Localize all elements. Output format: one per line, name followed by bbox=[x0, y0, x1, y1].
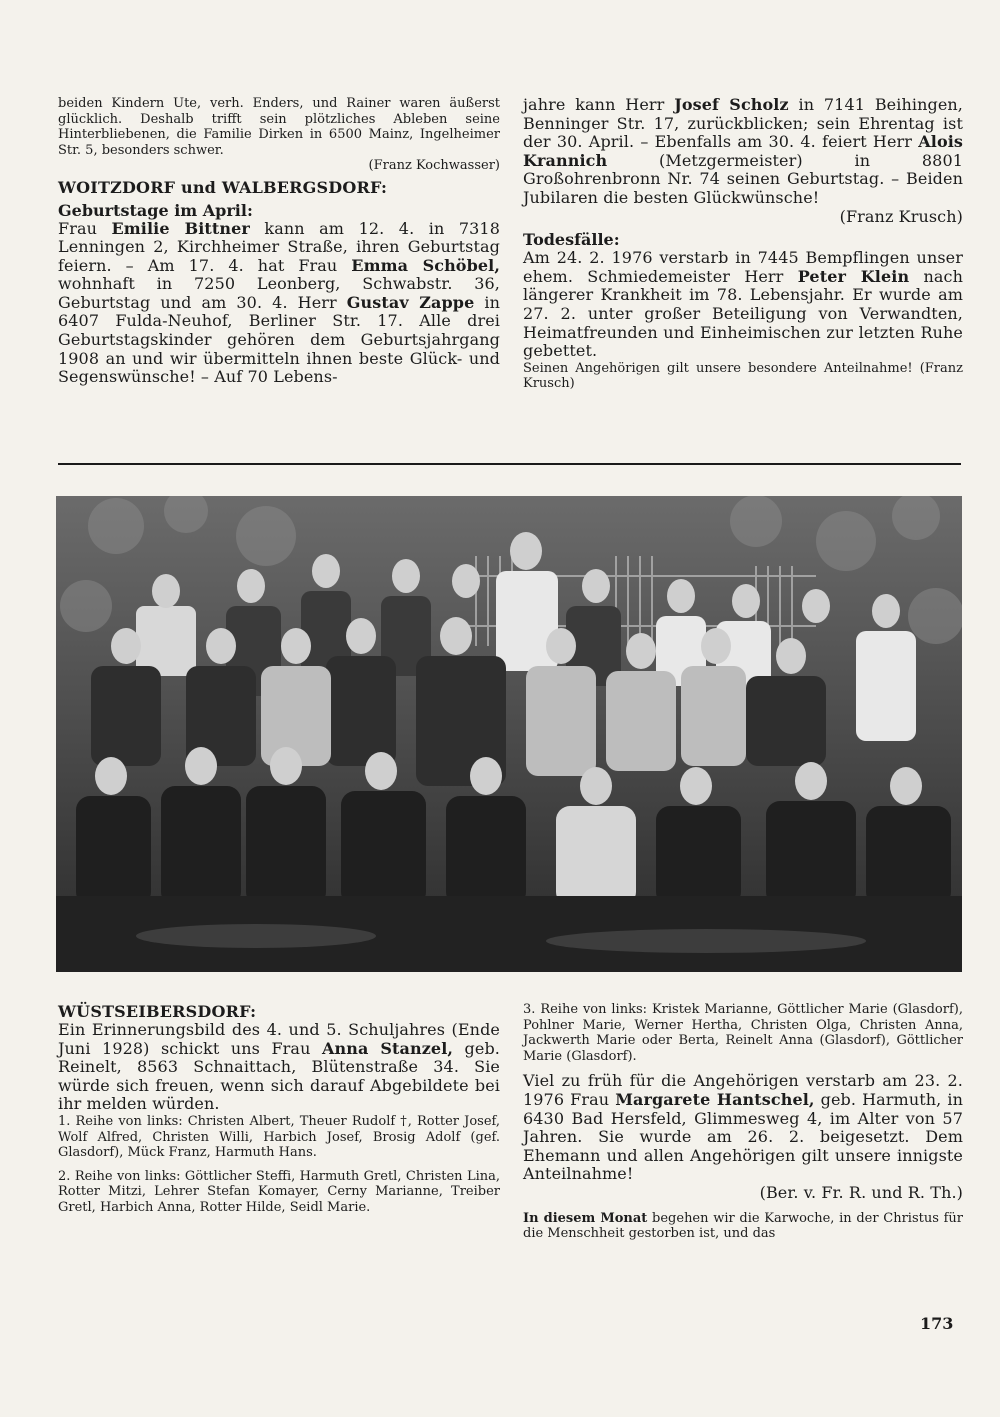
intro-paragraph: beiden Kindern Ute, verh. Enders, und Rainer waren äußerst glücklich. Deshalb trifft sein plötzliches Ableben seine Hinterbliebenen, die Familie Dirken in 6500 Mainz, Ingelheimer Str. 5, besonders schwer. bbox=[58, 96, 500, 158]
photo-intro-paragraph: Ein Erinnerungsbild des 4. und 5. Schuljahres (Ende Juni 1928) schickt uns Frau Anna Stanzel, geb. Reinelt, 8563 Schnaittach, Blütenstraße 34. Sie würde sich freuen, wenn sich darauf Abgebildete bei ihr melden würden. bbox=[58, 1020, 500, 1114]
page-number: 173 bbox=[920, 1314, 954, 1333]
caption-row-1: 1. Reihe von links: Christen Albert, Theuer Rudolf †, Rotter Josef, Wolf Alfred, Christen Willi, Harbich Josef, Brosig Adolf (gef. Glasdorf), Mück Franz, Harmuth Hans. bbox=[58, 1113, 500, 1161]
signature-krusch-1: (Franz Krusch) bbox=[839, 206, 963, 226]
school-class-photo bbox=[56, 496, 962, 972]
caption-row-2: 2. Reihe von links: Göttlicher Steffi, Harmuth Gretl, Christen Lina, Rotter Mitzi, Lehrer Stefan Komayer, Cerny Marianne, Treiber Gretl, Harbich Anna, Rotter Hilde, Seidl Marie. bbox=[58, 1168, 500, 1215]
subheading-birthdays: Geburtstage im April: bbox=[58, 200, 253, 220]
birthday-name-1: Emilie Bittner bbox=[111, 218, 250, 238]
intro-signature: (Franz Kochwasser) bbox=[368, 158, 500, 173]
birthday-name-3: Gustav Zappe bbox=[346, 292, 475, 312]
obituary-name: Margarete Hantschel, bbox=[615, 1089, 815, 1109]
closing-paragraph: In diesem Monat begehen wir die Karwoche, in der Christus für die Menschheit gestorben ist, und das bbox=[523, 1210, 964, 1242]
birthday-paragraph: Frau Emilie Bittner kann am 12. 4. in 7318 Lenningen 2, Kirchheimer Straße, ihren Geburtstag feiern. – Am 17. 4. hat Frau Emma Schöbel, wohnhaft in 7250 Leonberg, Schwabstr. 36, Geburtstag und am 30. 4. Herr Gustav Zappe in 6407 Fulda-Neuhof, Berliner Str. 17. Alle drei Geburtstagskinder gehören dem Geburtsjahrgang 1908 an und wir übermitteln ihnen beste Glück- und Segenswünsche! – Auf 70 Lebens- bbox=[58, 218, 500, 387]
column-top-right bbox=[523, 96, 963, 392]
birthday-continued-paragraph: jahre kann Herr Josef Scholz in 7141 Beihingen, Benninger Str. 17, zurückblicken; sein Ehrentag ist der 30. April. – Ebenfalls am 30. 4. feiert Herr Alois Krannich (Metzgermeister) in 8801 Großohrenbronn Nr. 74 seinen Geburtstag. – Beiden Jubilaren die besten Glückwünsche! bbox=[523, 95, 963, 207]
sender-name: Anna Stanzel, bbox=[321, 1038, 454, 1058]
caption-row-3: 3. Reihe von links: Kristek Marianne, Göttlicher Marie (Glasdorf), Pohlner Marie, Werner Hertha, Christen Olga, Christen Anna, Jackwerth Marie oder Berta, Reinelt Anna (Glasdorf), Göttlicher Marie (Glasdorf). bbox=[523, 1002, 963, 1064]
section-divider bbox=[58, 463, 961, 465]
column-top-left bbox=[58, 96, 500, 387]
birthday-name-2: Emma Schöbel, bbox=[351, 255, 500, 275]
deceased-name: Peter Klein bbox=[797, 266, 910, 286]
obituary-paragraph: Viel zu früh für die Angehörigen verstarb am 23. 2. 1976 Frau Margarete Hantschel, geb. Harmuth, in 6430 Bad Hersfeld, Glimmesweg 4, im Alter von 57 Jahren. Sie wurde am 26. 2. beigesetzt. Dem Ehemann und allen Angehörigen gilt unsere innigste Anteilnahme! bbox=[523, 1071, 964, 1184]
column-bottom-left bbox=[58, 1002, 500, 1216]
column-bottom-right bbox=[523, 1002, 963, 1242]
death-paragraph: Am 24. 2. 1976 verstarb in 7445 Bempflingen unser ehem. Schmiedemeister Herr Peter Klein nach längerer Krankheit im 78. Lebensjahr. Er wurde am 27. 2. unter großer Beteiligung von Verwandten, Heimatfreunden und Einheimischen zur letzten Ruhe gebettet. bbox=[523, 248, 963, 361]
section-heading-wuestseibersdorf: WÜSTSEIBERSDORF: bbox=[58, 1002, 257, 1021]
condolence-line: Seinen Angehörigen gilt unsere besondere Anteilnahme! (Franz Krusch) bbox=[523, 360, 963, 392]
obituary-signature: (Ber. v. Fr. R. und R. Th.) bbox=[759, 1182, 963, 1202]
jubilar-name-1: Josef Scholz bbox=[674, 95, 789, 114]
section-heading-woitzdorf: WOITZDORF und WALBERGSDORF: bbox=[58, 177, 388, 197]
subheading-deaths: Todesfälle: bbox=[523, 230, 620, 250]
jubilar-name-2: Alois Krannich bbox=[523, 132, 963, 170]
